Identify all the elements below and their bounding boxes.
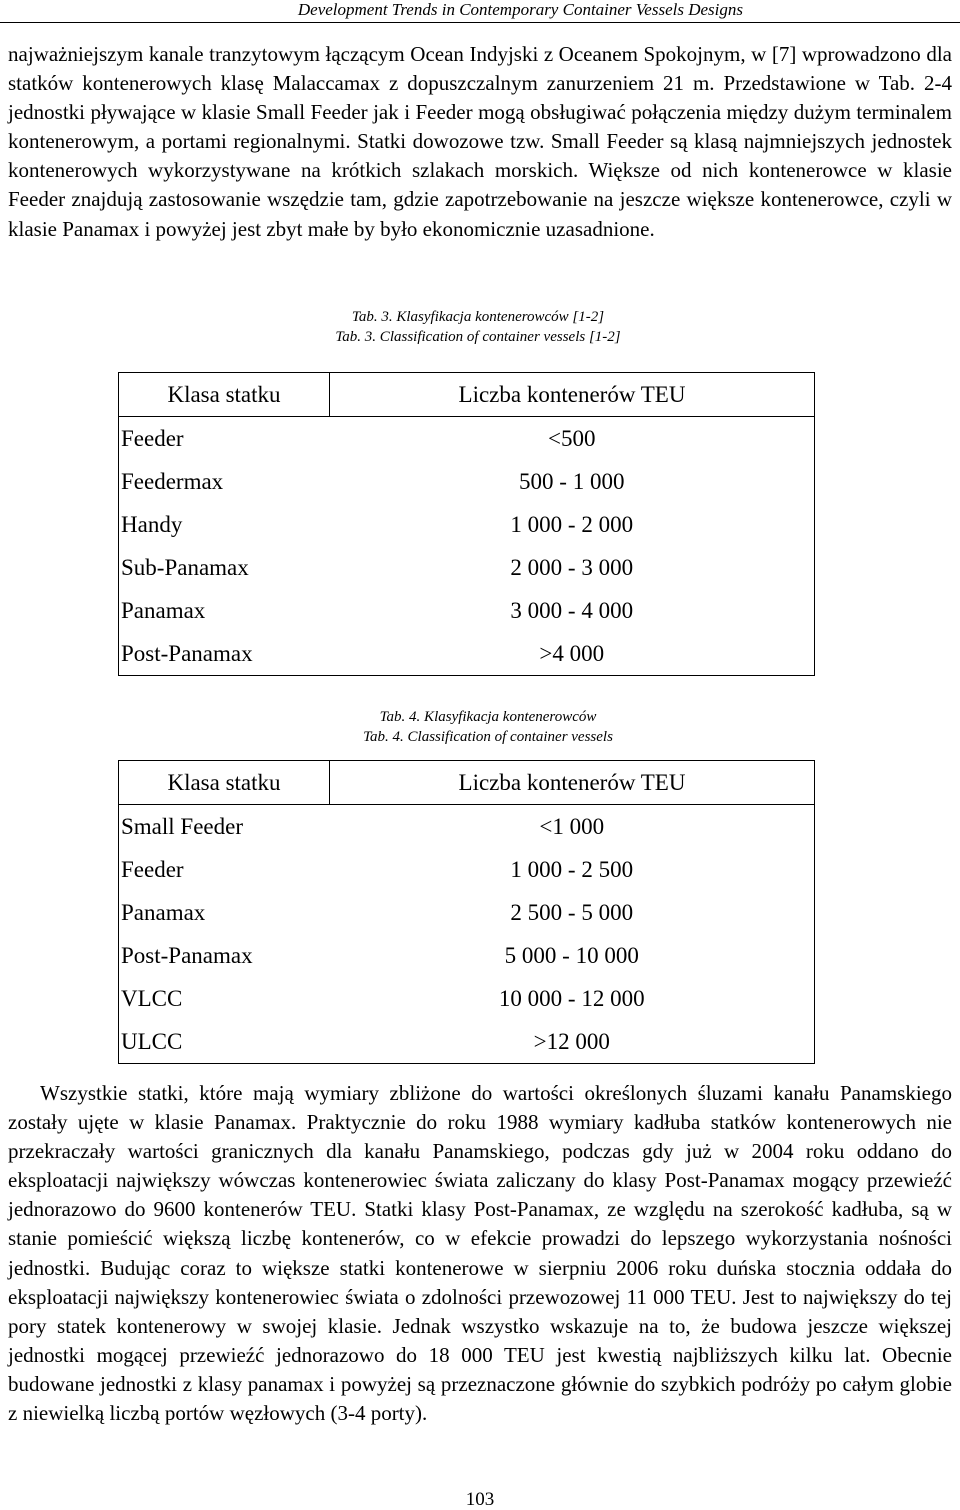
table-row <box>119 805 815 849</box>
vessel-class-cell: Feeder <box>119 848 330 891</box>
vessel-class-cell: Post-Panamax <box>119 632 330 676</box>
vessel-class-cell: Panamax <box>119 589 330 632</box>
table-header-row <box>119 373 815 417</box>
table-4-caption-en: Tab. 4. Classification of container vessels <box>363 729 613 745</box>
table-4-caption-pl: Tab. 4. Klasyfikacja kontenerowców <box>379 709 597 725</box>
teu-range-cell: 5 000 - 10 000 <box>330 934 815 977</box>
teu-range-cell: 10 000 - 12 000 <box>330 977 815 1020</box>
table-row <box>119 891 815 934</box>
teu-range-cell: 1 000 - 2 000 <box>330 503 815 546</box>
teu-range-cell: 500 - 1 000 <box>330 460 815 503</box>
body-paragraph-2-text: Wszystkie statki, które mają wymiary zbliżone do wartości określonych śluzami kanału Panamskiego zostały ujęte w klasie Panamax. Praktycznie do roku 1988 wymiary kadłuba statków kontenerowych nie przekraczały wartości granicznych dla kanału Panamskiego, podczas gdy już w 2004 roku oddano do eksploatacji największy wówczas kontenerowiec świata zaliczany do klasy Post-Panamax mogący przewieźć jednorazowo do 9600 kontenerów TEU. Statki klasy Post-Panamax, ze względu na szerokość kadłuba, są w stanie pomieścić większą liczbę kontenerów, co w efekcie prowadzi do lepszego wykorzystania nośności jednostki. Budując coraz to większe statki kontenerowe w sierpniu 2006 roku duńska stocznia oddała do eksploatacji największy kontenerowiec świata o zdolności przewozowej 11 000 TEU. Jest to największy do tej pory statek kontenerowy w swojej klasie. Jednak wszystko wskazuje na to, że budowa jeszcze większej jednostki mogącej przewieźć jednorazowo do 18 000 TEU jest kwestią najbliższych kilku lat. Obecnie budowane jednostki z klasy panamax i powyżej są przeznaczone głównie do szybkich podróży po całym globie z niewielką liczbą portów węzłowych (3-4 porty). <box>8 1081 952 1426</box>
teu-range-cell: <1 000 <box>330 805 815 849</box>
vessel-class-cell: Small Feeder <box>119 805 330 849</box>
table-row <box>119 848 815 891</box>
teu-range-cell: 2 000 - 3 000 <box>330 546 815 589</box>
table-row <box>119 460 815 503</box>
body-paragraph-1: najważniejszym kanale tranzytowym łączącym Ocean Indyjski z Oceanem Spokojnym, w [7] wprowadzono dla statków kontenerowych klasę Malaccamax z dopuszczalnym zanurzeniem 21 m. Przedstawione w Tab. 2-4 jednostki pływające w klasie Small Feeder jak i Feeder mogą obsługiwać połączenia między dużym terminalem kontenerowym, a portami regionalnymi. Statki dowozowe tzw. Small Feeder są klasą najmniejszych jednostek kontenerowych wykorzystywane na krótkich szlakach morskich. Większe od nich kontenerowce w klasie Feeder znajdują zastosowanie wszędzie tam, gdzie zapotrzebowanie na jeszcze większe kontenerowce, czyli w klasie Panamax i powyżej jest zbyt małe by było ekonomicznie uzasadnione. <box>8 42 952 241</box>
running-header <box>0 0 960 23</box>
table-header-row <box>119 761 815 805</box>
table-4-caption <box>8 707 960 747</box>
teu-range-cell: >12 000 <box>330 1020 815 1064</box>
teu-range-cell: <500 <box>330 417 815 461</box>
table-row <box>119 589 815 632</box>
table-4 <box>118 760 815 1064</box>
table-row <box>119 417 815 461</box>
table-row <box>119 934 815 977</box>
vessel-class-cell: Feedermax <box>119 460 330 503</box>
page-number: 103 <box>465 1489 495 1510</box>
table-row <box>119 977 815 1020</box>
vessel-class-cell: Feeder <box>119 417 330 461</box>
vessel-class-cell: Panamax <box>119 891 330 934</box>
column-header-teu: Liczba kontenerów TEU <box>330 761 815 805</box>
teu-range-cell: 3 000 - 4 000 <box>330 589 815 632</box>
table-3 <box>118 372 815 676</box>
teu-range-cell: 2 500 - 5 000 <box>330 891 815 934</box>
vessel-class-cell: VLCC <box>119 977 330 1020</box>
column-header-teu: Liczba kontenerów TEU <box>330 373 815 417</box>
vessel-class-cell: Sub-Panamax <box>119 546 330 589</box>
table-3-caption <box>0 307 958 347</box>
table-row <box>119 1020 815 1064</box>
table-row <box>119 503 815 546</box>
vessel-class-cell: Post-Panamax <box>119 934 330 977</box>
column-header-class: Klasa statku <box>119 761 330 805</box>
table-row <box>119 546 815 589</box>
teu-range-cell: >4 000 <box>330 632 815 676</box>
table-3-caption-en: Tab. 3. Classification of container vessels [1-2] <box>335 329 621 345</box>
body-paragraph-2 <box>8 1079 952 1428</box>
teu-range-cell: 1 000 - 2 500 <box>330 848 815 891</box>
table-3-caption-pl: Tab. 3. Klasyfikacja kontenerowców [1-2] <box>351 309 605 325</box>
vessel-class-cell: Handy <box>119 503 330 546</box>
vessel-class-cell: ULCC <box>119 1020 330 1064</box>
table-row <box>119 632 815 676</box>
column-header-class: Klasa statku <box>119 373 330 417</box>
running-title: Development Trends in Contemporary Container Vessels Designs <box>297 0 743 19</box>
